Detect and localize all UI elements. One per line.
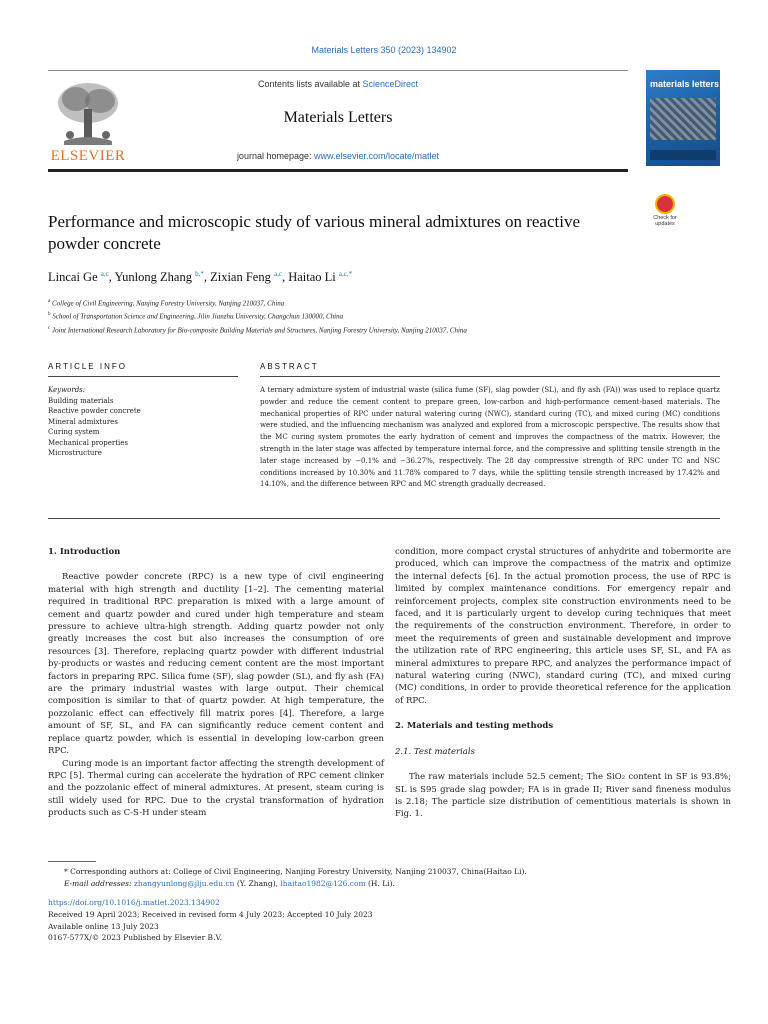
email-owner: (Y. Zhang), xyxy=(234,879,281,888)
check-for-updates-button[interactable] xyxy=(648,194,682,230)
homepage-line xyxy=(48,151,628,161)
abstract-text: A ternary admixture system of industrial waste (silica fume (SF), slag powder (SL), and fly ash (FA)) was used to replace quartz powder and reduce the cement content to prepare green, low-carbon and high-performance cement-based materials. The mechanical properties of RPC under natural watering curing (NWC), standard curing (TC), and mixed curing (MC) conditions were studied, and the influencing mechanism was analyzed and explored from a microscopic perspective. The results show that the MC curing system promotes the early hydration of cement and improves the compactness of the matrix. However, the strength in the later stage was affected by temperature internal force, and the compressive and splitting tensile strength in the later stage increased by −0.1% and −36.27%, respectively. The 28 day compressive strength of RPC under TC and NSC conditions increased by 10.30% and 11.78% compared to 7 days, while the splitting tensile strength increased by 17.42% and 14.10%, and the difference between RPC and MC strength gradually decreased. xyxy=(260,386,720,489)
homepage-prefix: journal homepage: xyxy=(236,151,314,161)
keyword-item: Microstructure xyxy=(48,449,102,457)
author-name[interactable]: Zixian Feng xyxy=(210,270,271,285)
journal-title: Materials Letters xyxy=(283,109,393,126)
author-list: Lincai Ge $^{a,c}$, Yunlong Zhang $^{b,*}$, Zixian Feng $^{a,c}$, Haitao Li $^{a,c,*}$ xyxy=(48,270,353,285)
divider xyxy=(260,376,720,377)
cover-title: materials letters xyxy=(650,79,720,89)
contents-line xyxy=(48,79,628,89)
keyword-item: Curing system xyxy=(48,428,100,436)
email-link[interactable]: zhangyunlong@jlju.edu.cn xyxy=(133,879,235,888)
journal-citation-link[interactable]: Materials Letters 350 (2023) 134902 xyxy=(311,45,457,55)
journal-cover-thumbnail[interactable] xyxy=(646,70,720,166)
history-dates: Received 19 April 2023; Received in revised form 4 July 2023; Accepted 10 July 2023 xyxy=(48,909,373,919)
affiliation-item xyxy=(48,323,728,336)
sciencedirect-link[interactable]: ScienceDirect xyxy=(362,79,419,89)
footnotes xyxy=(48,866,728,890)
author-affiliation-mark[interactable]: a,c xyxy=(273,270,282,278)
doi-link[interactable]: https://doi.org/10.1016/j.matlet.2023.134902 xyxy=(48,898,220,907)
email-link[interactable]: lhaitao1982@126.com xyxy=(280,879,366,888)
email-line xyxy=(48,878,728,890)
check-updates-icon xyxy=(655,194,675,214)
affiliation-mark: b xyxy=(48,312,51,318)
keywords-block xyxy=(48,385,238,459)
corresponding-author-note: * Corresponding authors at: College of Civil Engineering, Nanjing Forestry University, Nanjing 210037, China(Haitao Li). xyxy=(64,867,527,876)
affiliation-text: Joint International Research Laboratory for Bio-composite Building Materials and Structures, Nanjing Forestry University, Nanjing 210037, China xyxy=(51,325,467,334)
affiliation-mark: c xyxy=(48,325,51,331)
journal-masthead xyxy=(48,70,628,172)
cover-image xyxy=(650,98,716,140)
author-affiliation-mark[interactable]: b,* xyxy=(195,270,204,278)
divider xyxy=(48,518,720,519)
author-affiliation-mark[interactable]: a,c,* xyxy=(338,270,353,278)
author-name[interactable]: Haitao Li xyxy=(288,270,336,285)
spacer xyxy=(395,707,731,720)
affiliation-mark: a xyxy=(48,299,51,304)
body-left-column xyxy=(48,546,384,820)
keyword-item: Reactive powder concrete xyxy=(48,407,141,415)
subsection-heading-materials: 2.1. Test materials xyxy=(395,746,475,757)
author-name[interactable]: Lincai Ge xyxy=(48,270,98,285)
divider xyxy=(48,376,238,377)
author-affiliation-mark[interactable]: a,c xyxy=(100,270,109,278)
affiliations xyxy=(48,296,728,336)
paragraph: Curing mode is an important factor affecting the strength development of RPC [5]. Thermal curing can accelerate the hydration of RPC cement clinker and the pozzolanic effect of mineral admixtures. At present, steam curing is still widely used for RPC. Due to the crystal transformation of hydration products such as C-S-H under steam xyxy=(48,758,384,819)
keyword-item: Building materials xyxy=(48,396,114,405)
affiliation-item xyxy=(48,296,728,309)
publisher-name: ELSEVIER xyxy=(50,148,126,164)
affiliation-item xyxy=(48,309,728,322)
paper-title: Performance and microscopic study of various mineral admixtures on reactive powder concrete xyxy=(48,212,581,253)
keywords-label: Keywords: xyxy=(48,386,86,394)
author-name[interactable]: Yunlong Zhang xyxy=(114,270,192,285)
copyright: 0167-577X/© 2023 Published by Elsevier B.V. xyxy=(48,933,222,943)
affiliation-text: College of Civil Engineering, Nanjing Forestry University, Nanjing 210037, China xyxy=(51,299,285,308)
keyword-item: Mechanical properties xyxy=(48,438,129,447)
contents-prefix: Contents lists available at xyxy=(257,79,363,89)
check-updates-label: Check for updates xyxy=(653,215,677,228)
online-date: Available online 13 July 2023 xyxy=(48,921,159,931)
article-metadata xyxy=(48,897,728,944)
email-owner: (H. Li). xyxy=(365,879,395,888)
email-label: E-mail addresses: xyxy=(64,879,134,888)
cover-bar xyxy=(650,150,716,160)
article-info-heading: ARTICLE INFO xyxy=(48,362,127,371)
paragraph: condition, more compact crystal structures of anhydrite and tobermorite are produced, which can improve the compactness of the matrix and optimize the internal defects [6]. In the actual promotion process, the use of RPC is limited by complex maintenance conditions. For emergency repair and reinforcement projects, complex site construction environments need to be faced, and it is particularly urgent to develop curing techniques that meet the requirements of the construction environment. Therefore, in order to meet the requirements of green and sustainable development and improve the utilization rate of RPC engineering, this article uses SF, SL, and FA as mineral admixtures to prepare RPC, and analyzes the performance impact of natural watering curing (NWC), standard curing (TC), and mixed curing (MC) conditions, in order to provide theoretical reference for the application of RPC. xyxy=(395,547,731,706)
homepage-link[interactable]: www.elsevier.com/locate/matlet xyxy=(314,151,440,161)
section-heading-methods: 2. Materials and testing methods xyxy=(395,721,554,732)
affiliation-text: School of Transportation Science and Engineering, Jilin Jianzhu University, Changchun 130000, China xyxy=(52,312,344,321)
paragraph: Reactive powder concrete (RPC) is a new type of civil engineering material with high strength and ductility [1–2]. The cementing material required in traditional RPC preparation is mixed with a large amount of cement and quartz powder and cured under high temperature and steam pressure to achieve ultra-high strength. Adding quartz powder not only greatly increases the cost but also increases the consumption of ore resources [3]. Therefore, replacing quartz powder with different industrial by-products or wastes and reducing cement content are the most important factors in preparing RPC. Silica fume (SF), slag powder (SL), and fly ash (FA) are the primary industrial wastes with large output. Their chemical composition is similar to that of quartz powder. At high temperature, the pozzolanic effect can effectively fill matrix pores [4]. Therefore, a large amount of SF, SL, and FA can significantly reduce cement content and replace quartz powder, which is essential in developing low-carbon green RPC. xyxy=(48,572,384,757)
footnote-divider xyxy=(48,861,96,862)
abstract-heading: ABSTRACT xyxy=(260,362,319,371)
paragraph: The raw materials include 52.5 cement; The SiO₂ content in SF is 93.8%; SL is S95 grade slag powder; FA is in grade II; River sand fineness modulus is 2.18; The particle size distribution of cementitious materials is shown in Fig. 1. xyxy=(395,772,731,820)
section-heading-introduction: 1. Introduction xyxy=(48,547,121,557)
body-right-column xyxy=(395,546,731,821)
keyword-item: Mineral admixtures xyxy=(48,417,118,426)
